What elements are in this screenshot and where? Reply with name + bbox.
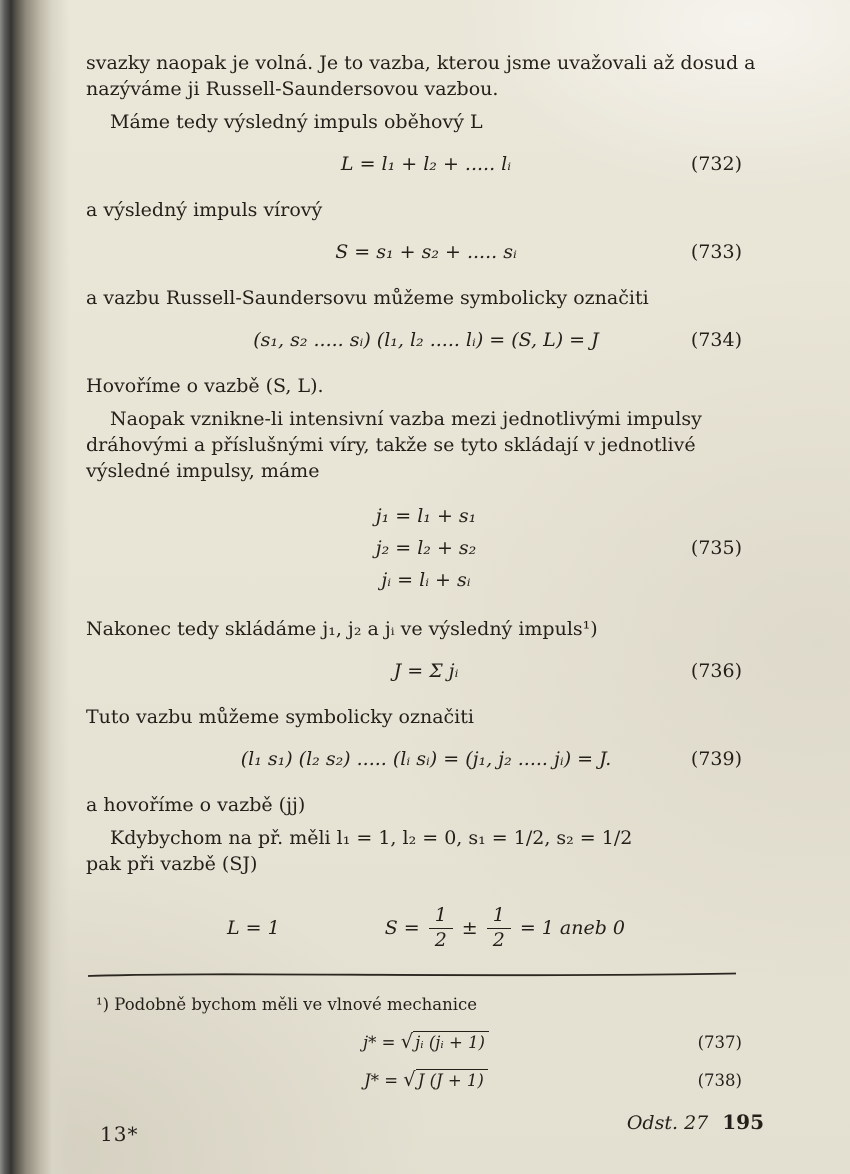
paragraph: Tuto vazbu můžeme symbolicky označiti — [86, 706, 474, 728]
radical-sign: √ — [400, 1030, 414, 1053]
equation-expression: j₁ = l₁ + s₁ — [375, 505, 477, 527]
equation-term: j* = — [363, 1033, 401, 1052]
footnote — [86, 970, 766, 1092]
equation-expression — [364, 1068, 488, 1091]
footer-signature-mark: 13* — [100, 1122, 139, 1146]
footer-page-info — [627, 1110, 764, 1134]
equation-732 — [86, 151, 766, 177]
equation-738 — [86, 1069, 766, 1092]
fraction — [487, 905, 511, 951]
plus-minus-operator: ± — [461, 917, 478, 939]
equation-735 — [86, 500, 766, 596]
equation-expression — [385, 905, 625, 951]
equation-final — [86, 899, 766, 957]
equation-expression: jᵢ = lᵢ + sᵢ — [381, 569, 471, 591]
equation-739 — [86, 746, 766, 772]
equation-expression: J = Σ jᵢ — [393, 660, 459, 682]
paragraph: Naopak vznikne-li intensivní vazba mezi jednotlivými impulsy dráhovými a příslušnými víry, takže se tyto skládají v jednotlivé výsledné impulsy, máme — [86, 408, 702, 482]
equation-736 — [86, 658, 766, 684]
footnote-text: ¹) Podobně bychom měli ve vlnové mechanice — [96, 995, 477, 1014]
fraction — [429, 905, 453, 951]
radical-sign: √ — [403, 1068, 416, 1091]
paragraph: a výsledný impuls vírový — [86, 199, 323, 221]
page-content — [86, 50, 766, 957]
equation-number: (739) — [690, 748, 742, 770]
equation-number: (732) — [690, 153, 742, 175]
footnote-rule — [86, 970, 738, 980]
equation-expression — [363, 1030, 489, 1053]
equation-expression: j₂ = l₂ + s₂ — [375, 537, 477, 559]
paragraph: a hovoříme o vazbě (jj) — [86, 794, 306, 816]
equation-expression: (l₁ s₁) (l₂ s₂) ..... (lᵢ sᵢ) = (j₁, j₂ ..... jᵢ) = J. — [240, 748, 612, 770]
paragraph: Kdybychom na př. měli l₁ = 1, l₂ = 0, s₁ = 1/2, s₂ = 1/2 — [110, 827, 633, 849]
equation-number: (735) — [690, 537, 742, 559]
equation-734 — [86, 327, 766, 353]
footer-section-label: Odst. 27 — [626, 1112, 709, 1134]
footer-page-number: 195 — [722, 1110, 764, 1134]
fraction-denominator: 2 — [492, 928, 505, 951]
fraction-numerator: 1 — [487, 905, 511, 928]
equation-733 — [86, 239, 766, 265]
paragraph: svazky naopak je volná. Je to vazba, kterou jsme uvažovali až dosud a nazýváme ji Russell-Saundersovou vazbou. — [86, 52, 756, 100]
paragraph: pak při vazbě (SJ) — [86, 853, 258, 875]
radicand: jᵢ (jᵢ + 1) — [413, 1031, 489, 1052]
paragraph: Hovoříme o vazbě (S, L). — [86, 375, 324, 397]
equation-number: (737) — [697, 1032, 742, 1052]
equation-number: (736) — [690, 660, 742, 682]
paragraph: Máme tedy výsledný impuls oběhový L — [110, 111, 483, 133]
binding-shadow — [0, 0, 70, 1174]
equation-expression: L = l₁ + l₂ + ..... lᵢ — [340, 153, 512, 175]
equation-expression: S = s₁ + s₂ + ..... sᵢ — [335, 241, 517, 263]
paragraph: Nakonec tedy skládáme j₁, j₂ a jᵢ ve výsledný impuls¹) — [86, 618, 598, 640]
equation-number: (733) — [690, 241, 742, 263]
equation-term: J* = — [364, 1071, 404, 1090]
equation-expression: L = 1 — [227, 917, 280, 939]
equation-expression: (s₁, s₂ ..... sᵢ) (l₁, l₂ ..... lᵢ) = (S, L) = J — [253, 329, 599, 351]
fraction-numerator: 1 — [429, 905, 453, 928]
equation-number: (734) — [690, 329, 742, 351]
equation-term: = 1 aneb 0 — [519, 917, 625, 939]
equation-737 — [86, 1031, 766, 1054]
fraction-denominator: 2 — [434, 928, 447, 951]
equation-term: S = — [384, 917, 420, 939]
radicand: J (J + 1) — [416, 1069, 488, 1090]
paragraph: a vazbu Russell-Saundersovu můžeme symbolicky označiti — [86, 287, 649, 309]
equation-number: (738) — [697, 1070, 742, 1090]
